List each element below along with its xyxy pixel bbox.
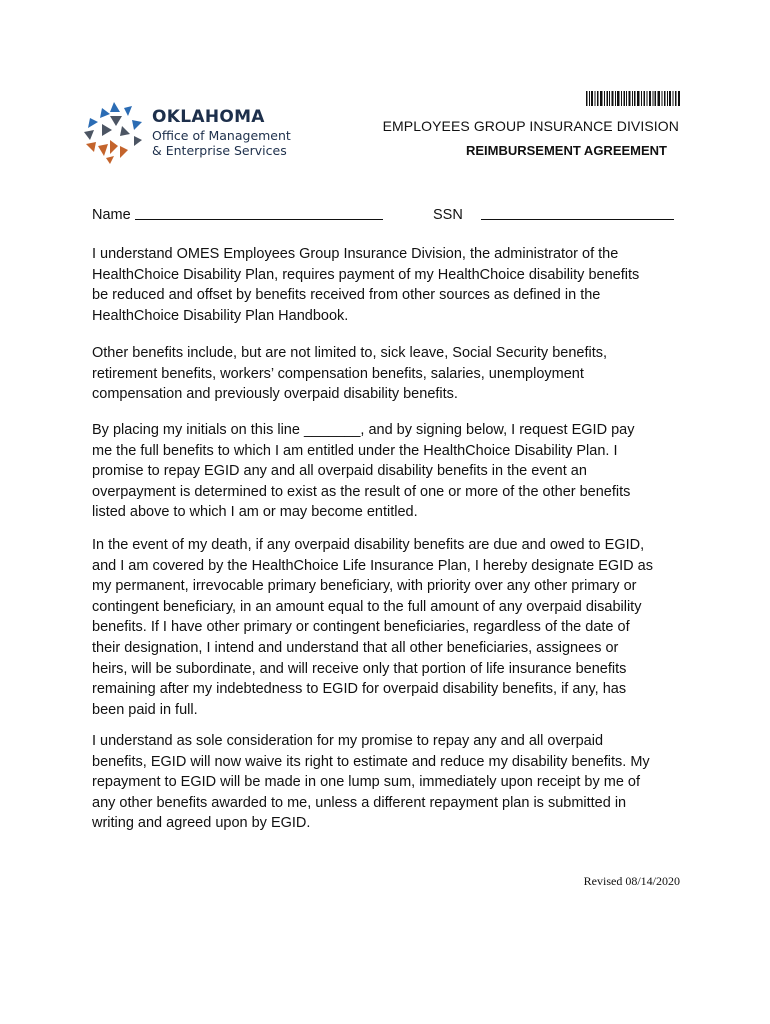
paragraph-4 (92, 535, 682, 720)
name-label: Name (92, 207, 131, 223)
text-line: my permanent, irrevocable primary beneficiary, with priority over any other primary or (92, 578, 637, 595)
text-line: been paid in full. (92, 701, 198, 718)
text-line: contingent beneficiary, in an amount equal to the full amount of any overpaid disability (92, 598, 642, 615)
paragraph-2 (92, 343, 682, 405)
text-line: writing and agreed upon by EGID. (92, 815, 311, 832)
omes-logo-icon (80, 100, 144, 164)
text-line: compensation and previously overpaid disability benefits. (92, 386, 458, 403)
text-line: benefits, EGID will now waive its right to estimate and reduce my disability benefits. My (92, 753, 650, 770)
text-line: benefits. If I have other primary or contingent beneficiaries, regardless of the date of (92, 619, 630, 636)
text-line: retirement benefits, workers’ compensation benefits, salaries, unemployment (92, 365, 584, 382)
text-line: me the full benefits to which I am entitled under the HealthChoice Disability Plan. I (92, 442, 618, 459)
text-line: be reduced and offset by benefits received from other sources as defined in the (92, 287, 601, 304)
text-line: I understand as sole consideration for my promise to repay any and all overpaid (92, 733, 604, 749)
division-heading: EMPLOYEES GROUP INSURANCE DIVISION (382, 118, 679, 134)
revision-date: Revised 08/14/2020 (583, 874, 680, 888)
org-line-1: Office of Management (152, 128, 291, 143)
text-line: and I am covered by the HealthChoice Life Insurance Plan, I hereby designate EGID as (92, 557, 653, 574)
text-line: listed above to which I am or may become entitled. (92, 504, 418, 521)
ssn-field[interactable] (481, 219, 674, 220)
text-line: any other benefits awarded to me, unless a different repayment plan is submitted in (92, 794, 627, 811)
text-line: By placing my initials on this line _______, and by signing below, I request EGID pay (92, 422, 635, 438)
paragraph-3 (92, 420, 682, 523)
ssn-label: SSN (433, 207, 463, 223)
text-line: repayment to EGID will be made in one lump sum, immediately upon receipt by me of (92, 774, 641, 791)
barcode (586, 91, 680, 106)
text-line: remaining after my indebtedness to EGID for overpaid disability benefits, if any, has (92, 681, 627, 698)
text-line: promise to repay EGID any and all overpaid disability benefits in the event an (92, 463, 587, 480)
organization-name (152, 109, 291, 159)
text-line: Other benefits include, but are not limited to, sick leave, Social Security benefits, (92, 345, 608, 361)
text-line: HealthChoice Disability Plan, requires payment of my HealthChoice disability benefits (92, 266, 640, 283)
paragraph-1 (92, 244, 682, 326)
text-line: their designation, I intend and understand that all other beneficiaries, assignees or (92, 639, 619, 656)
document-title: REIMBURSEMENT AGREEMENT (465, 143, 667, 158)
text-line: heirs, will be subordinate, and will receive only that portion of life insurance benefits (92, 660, 627, 677)
text-line: overpayment is determined to exist as the result of one or more of the other benefits (92, 483, 631, 500)
text-line: I understand OMES Employees Group Insurance Division, the administrator of the (92, 246, 619, 262)
text-line: HealthChoice Disability Plan Handbook. (92, 307, 349, 324)
text-line: In the event of my death, if any overpaid disability benefits are due and owed to EGID, (92, 537, 645, 553)
name-field[interactable] (135, 219, 383, 220)
org-state: OKLAHOMA (152, 107, 265, 127)
paragraph-5 (92, 731, 682, 834)
org-line-2: & Enterprise Services (152, 142, 287, 158)
